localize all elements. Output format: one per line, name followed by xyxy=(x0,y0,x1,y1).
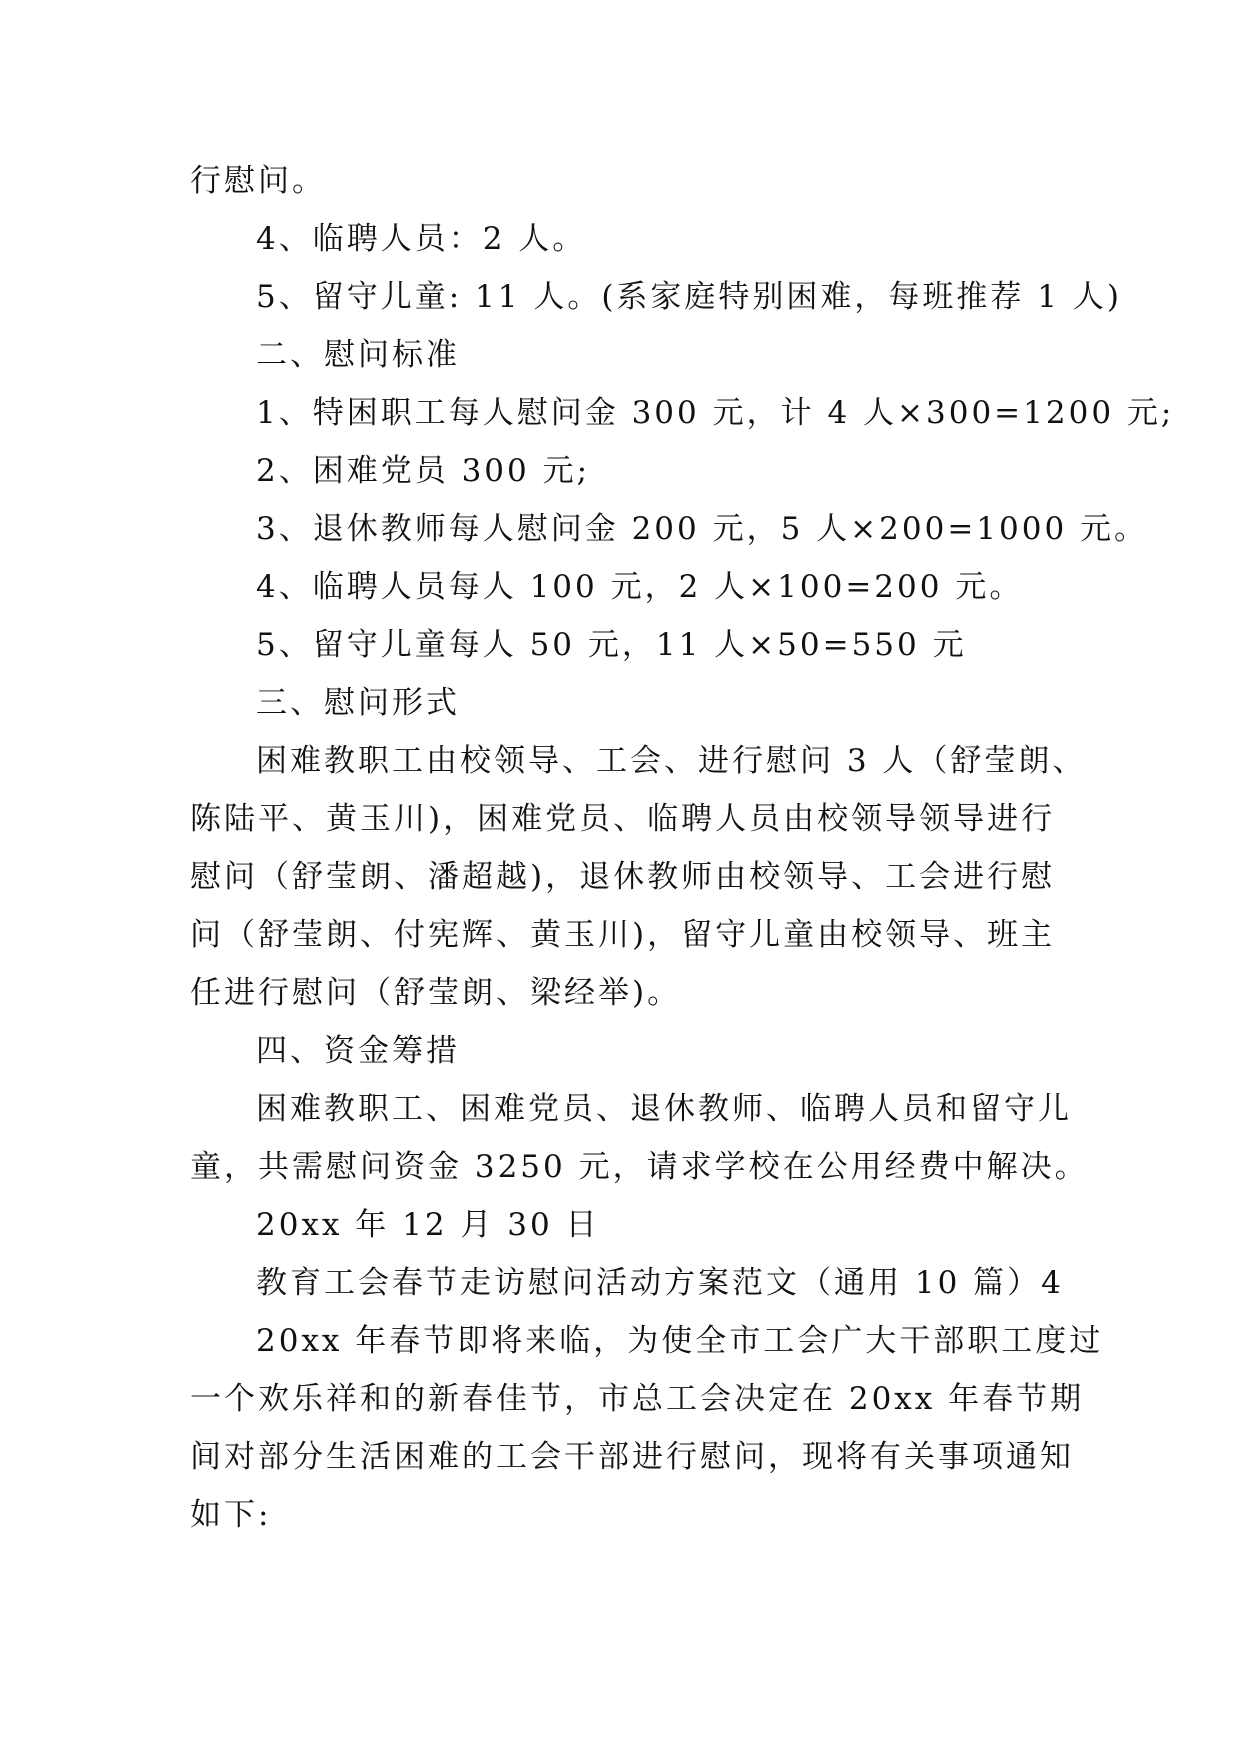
text-line: 20xx 年春节即将来临，为使全市工会广大干部职工度过 xyxy=(256,1323,1104,1359)
text-line: 陈陆平、黄玉川)，困难党员、临聘人员由校领导领导进行 xyxy=(190,801,1056,837)
article-title: 教育工会春节走访慰问活动方案范文（通用 10 篇）4 xyxy=(256,1265,1064,1301)
section-heading: 三、慰问形式 xyxy=(256,685,460,721)
text-line: 童，共需慰问资金 3250 元，请求学校在公用经费中解决。 xyxy=(190,1149,1089,1185)
text-line: 一个欢乐祥和的新春佳节，市总工会决定在 20xx 年春节期 xyxy=(190,1381,1085,1417)
document-body xyxy=(190,152,1175,1544)
text-line: 2、困难党员 300 元; xyxy=(256,453,591,489)
text-line: 行慰问。 xyxy=(190,163,326,199)
text-line: 5、留守儿童: 11 人。(系家庭特别困难，每班推荐 1 人) xyxy=(256,279,1122,315)
section-heading: 四、资金筹措 xyxy=(256,1033,460,1069)
text-line: 困难教职工由校领导、工会、进行慰问 3 人（舒莹朗、 xyxy=(256,743,1087,779)
text-line: 1、特困职工每人慰问金 300 元，计 4 人×300=1200 元; xyxy=(256,395,1175,431)
text-line: 困难教职工、困难党员、退休教师、临聘人员和留守儿 xyxy=(256,1091,1072,1127)
text-line: 5、留守儿童每人 50 元，11 人×50=550 元 xyxy=(256,627,967,663)
text-line: 如下: xyxy=(190,1497,272,1533)
text-line: 任进行慰问（舒莹朗、梁经举)。 xyxy=(190,975,682,1011)
section-heading: 二、慰问标准 xyxy=(256,337,460,373)
text-line: 4、临聘人员每人 100 元，2 人×100=200 元。 xyxy=(256,569,1024,605)
text-line: 间对部分生活困难的工会干部进行慰问，现将有关事项通知 xyxy=(190,1439,1074,1475)
text-line: 3、退休教师每人慰问金 200 元，5 人×200=1000 元。 xyxy=(256,511,1149,547)
date-line: 20xx 年 12 月 30 日 xyxy=(256,1207,600,1243)
text-line: 4、临聘人员：2 人。 xyxy=(256,221,587,257)
text-line: 问（舒莹朗、付宪辉、黄玉川)，留守儿童由校领导、班主 xyxy=(190,917,1056,953)
text-line: 慰问（舒莹朗、潘超越)，退休教师由校领导、工会进行慰 xyxy=(190,859,1056,895)
